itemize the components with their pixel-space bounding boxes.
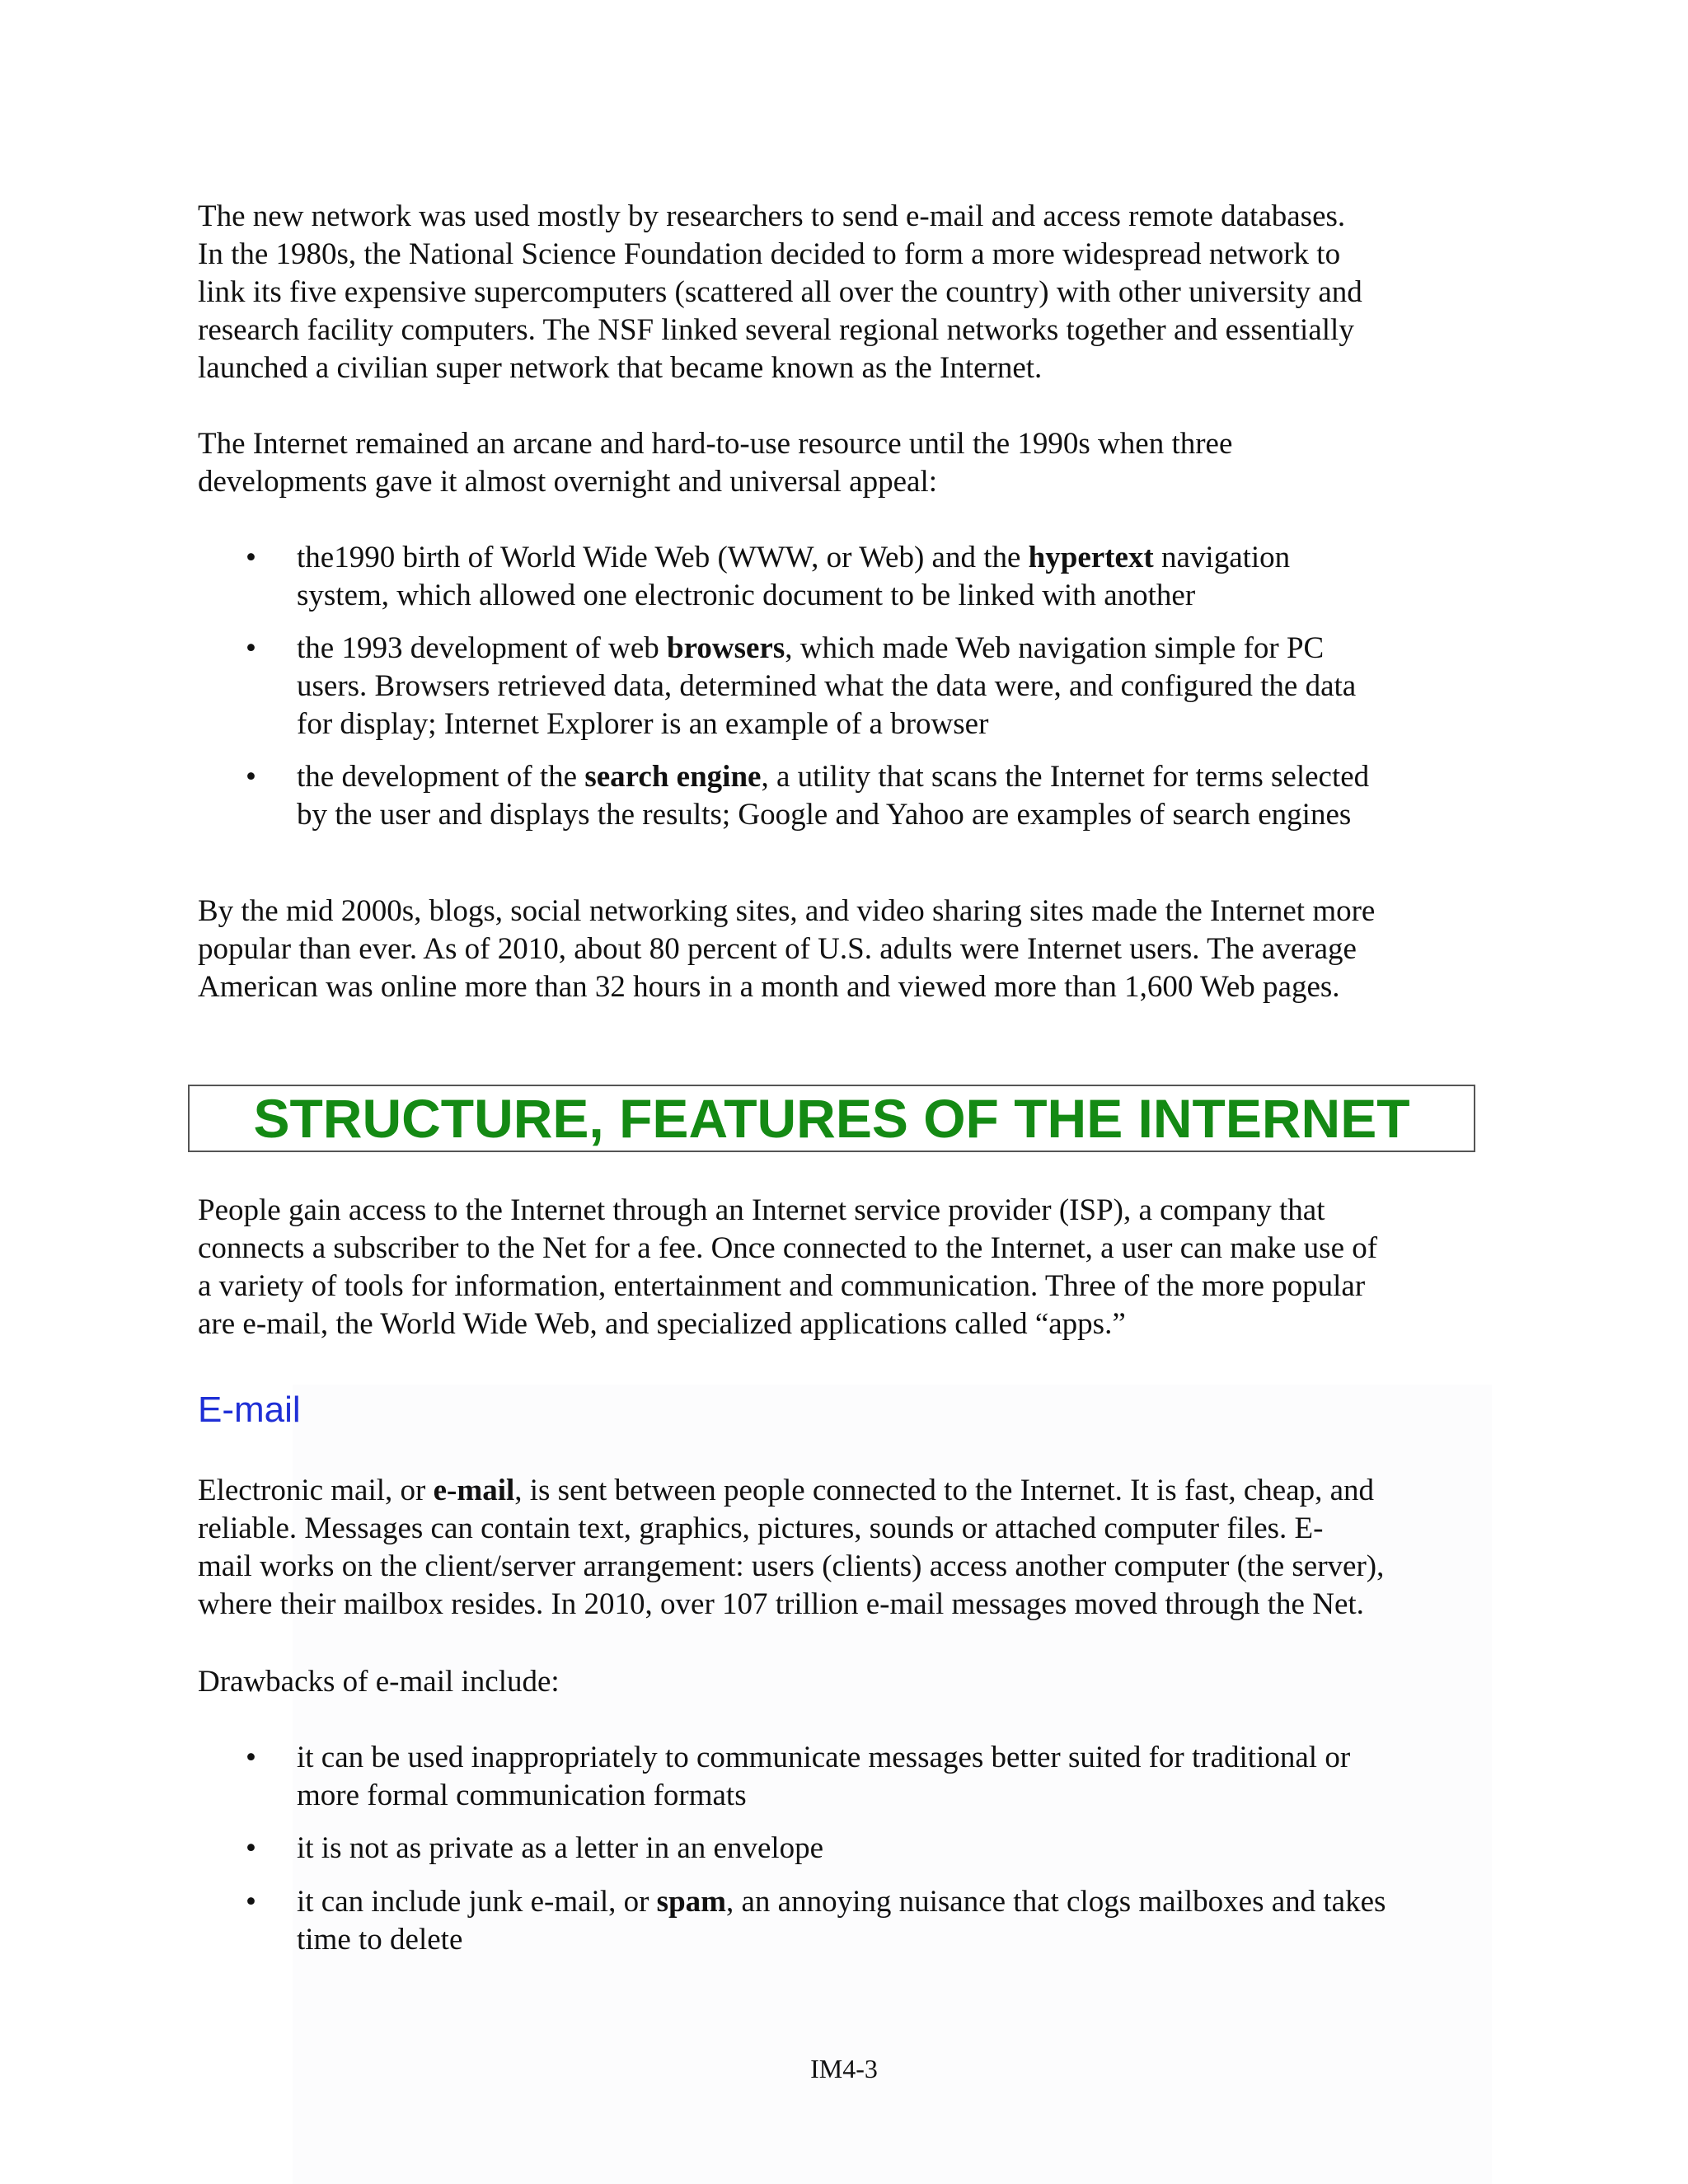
list-item-search-engine: [297, 758, 1492, 834]
text-line: popular than ever. As of 2010, about 80 percent of U.S. adults were Internet users. The average: [198, 932, 1357, 966]
text-line: users. Browsers retrieved data, determined what the data were, and configured the data: [297, 669, 1357, 703]
section-heading: STRUCTURE, FEATURES OF THE INTERNET: [253, 1088, 1410, 1149]
paragraph-2000s: [198, 893, 1492, 1006]
text-line: The new network was used mostly by researchers to send e-mail and access remote databases.: [198, 199, 1346, 233]
text-line: where their mailbox resides. In 2010, over 107 trillion e-mail messages moved through the Net.: [198, 1587, 1364, 1621]
text-line: a variety of tools for information, entertainment and communication. Three of the more popular: [198, 1269, 1366, 1303]
bullet-icon: •: [246, 1831, 256, 1865]
text-line: more formal communication formats: [297, 1779, 747, 1812]
text-run: it can include junk e-mail, or: [297, 1885, 657, 1919]
text-line: [297, 630, 1492, 668]
bold-term: browsers: [667, 631, 785, 665]
text-line: [297, 758, 1492, 796]
bullet-icon: •: [246, 631, 256, 665]
text-line: time to delete: [297, 1923, 463, 1957]
text-line: By the mid 2000s, blogs, social networking sites, and video sharing sites made the Internet more: [198, 894, 1376, 928]
text-line: American was online more than 32 hours in a month and viewed more than 1,600 Web pages.: [198, 970, 1340, 1004]
text-line: by the user and displays the results; Google and Yahoo are examples of search engines: [297, 798, 1352, 832]
text-line: [297, 539, 1492, 577]
text-run: the1990 birth of World Wide Web (WWW, or Web) and the: [297, 541, 1029, 574]
text-run: it is not as private as a letter in an envelope: [297, 1831, 824, 1865]
subheading-email: E-mail: [198, 1390, 301, 1430]
text-line: link its five expensive supercomputers (scattered all over the country) with other university and: [198, 275, 1362, 309]
bold-term: search engine: [584, 760, 762, 794]
list-item-spam: [297, 1883, 1492, 1959]
bold-term: spam: [656, 1885, 726, 1919]
list-item-browsers: [297, 630, 1492, 743]
text-line: research facility computers. The NSF linked several regional networks together and essentially: [198, 313, 1354, 347]
paragraph-network-history: [198, 198, 1492, 387]
paragraph-developments-intro: [198, 425, 1492, 501]
section-heading-box: [188, 1085, 1475, 1152]
text-run: , is sent between people connected to the Internet. It is fast, cheap, and: [514, 1474, 1375, 1507]
text-line: are e-mail, the World Wide Web, and specialized applications called “apps.”: [198, 1307, 1126, 1341]
text-line: Drawbacks of e-mail include:: [198, 1665, 560, 1699]
page-number: IM4-3: [810, 2054, 878, 2083]
text-line: connects a subscriber to the Net for a fee. Once connected to the Internet, a user can make use of: [198, 1231, 1378, 1265]
text-run: , an annoying nuisance that clogs mailboxes and takes: [725, 1885, 1386, 1919]
bold-term: hypertext: [1028, 541, 1154, 574]
text-line: [297, 1739, 1492, 1777]
bullet-icon: •: [246, 1885, 256, 1919]
text-line: [198, 1472, 1492, 1510]
text-line: In the 1980s, the National Science Foundation decided to form a more widespread network to: [198, 237, 1341, 271]
text-line: The Internet remained an arcane and hard-to-use resource until the 1990s when three: [198, 427, 1233, 461]
text-line: People gain access to the Internet through an Internet service provider (ISP), a company that: [198, 1193, 1325, 1227]
text-run: the development of the: [297, 760, 585, 794]
text-line: launched a civilian super network that became known as the Internet.: [198, 351, 1043, 385]
bullet-icon: •: [246, 760, 256, 794]
bold-term: e-mail: [433, 1474, 515, 1507]
paragraph-email: [198, 1472, 1492, 1624]
list-item-www: [297, 539, 1492, 615]
text-run: it can be used inappropriately to communicate messages better suited for traditional or: [297, 1741, 1351, 1774]
bullet-icon: •: [246, 541, 256, 574]
text-line: [297, 1830, 1492, 1868]
text-line: [297, 1883, 1492, 1921]
text-run: navigation: [1153, 541, 1291, 574]
text-run: the 1993 development of web: [297, 631, 668, 665]
bullet-icon: •: [246, 1741, 256, 1774]
text-line: developments gave it almost overnight and universal appeal:: [198, 465, 937, 499]
text-run: , which made Web navigation simple for PC: [785, 631, 1325, 665]
text-line: mail works on the client/server arrangement: users (clients) access another computer (the server),: [198, 1549, 1385, 1583]
text-line: reliable. Messages can contain text, graphics, pictures, sounds or attached computer files. E-: [198, 1511, 1324, 1545]
list-item-inappropriate: [297, 1739, 1492, 1815]
paragraph-drawbacks-intro: [198, 1663, 1492, 1701]
list-item-privacy: [297, 1830, 1492, 1868]
text-line: system, which allowed one electronic document to be linked with another: [297, 579, 1196, 612]
text-line: for display; Internet Explorer is an example of a browser: [297, 707, 989, 741]
text-run: , a utility that scans the Internet for terms selected: [761, 760, 1370, 794]
text-run: Electronic mail, or: [198, 1474, 434, 1507]
paragraph-isp: [198, 1192, 1492, 1343]
